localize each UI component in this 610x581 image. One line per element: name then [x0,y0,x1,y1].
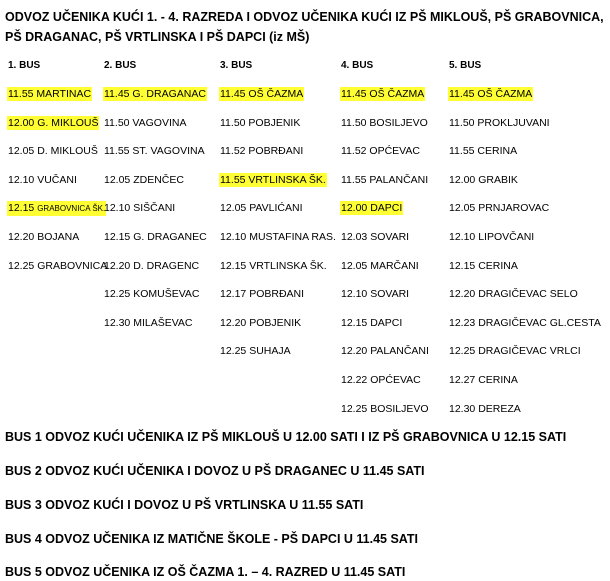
bus-3-stop: 12.05 PAVLIĆANI [220,202,303,215]
summary-bus-5: BUS 5 ODVOZ UČENIKA IZ OŠ ČAZMA 1. – 4. RAZRED U 11.45 SATI [5,565,406,579]
bus-3-stop: 11.50 POBJENIK [220,116,301,129]
bus-1-stop [7,201,106,216]
bus-5-stop: 12.10 LIPOVČANI [449,231,535,243]
summary-bus-1: BUS 1 ODVOZ KUĆI UČENIKA IZ PŠ MIKLOUŠ U 12.00 SATI I IZ PŠ GRABOVNICA U 12.15 SATI [5,430,567,444]
bus-4-stop: 12.15 DAPCI [341,316,403,329]
bus-2-stop: 12.25 KOMUŠEVAC [104,288,200,301]
bus-5-stop: 12.20 DRAGIČEVAC SELO [449,288,578,301]
bus-5-stop: 12.25 DRAGIČEVAC VRLCI [449,345,581,358]
bus-5-stop: 11.50 PROKLJUVANI [449,116,550,129]
bus-5-stop: 12.30 DEREZA [449,402,521,415]
bus-4-header: 4. BUS [341,60,374,71]
bus-1-stop: 12.20 BOJANA [8,231,80,243]
bus-4-stop: 12.10 SOVARI [341,288,410,301]
bus-5-stop: 12.23 DRAGIČEVAC GL.CESTA [449,316,601,329]
summary-bus-4: BUS 4 ODVOZ UČENIKA IZ MATIČNE ŠKOLE - PŠ DAPCI U 11.45 SATI [5,532,419,546]
bus-1-header: 1. BUS [8,60,41,71]
bus-1-stop: 12.05 D. MIKLOUŠ [8,145,98,158]
bus-2-stop: 11.50 VAGOVINA [104,116,187,129]
bus-5-stop: 12.15 CERINA [449,259,518,272]
bus-4-stop: 12.20 PALANČANI [341,345,429,358]
bus-2-stop: 12.10 SIŠČANI [104,202,176,215]
bus-3-stop: 12.20 POBJENIK [220,316,302,329]
summary-bus-2: BUS 2 ODVOZ KUĆI UČENIKA I DOVOZ U PŠ DRAGANEC U 11.45 SATI [5,464,425,478]
title-line-1: ODVOZ UČENIKA KUĆI 1. - 4. RAZREDA I ODVOZ UČENIKA KUĆI IZ PŠ MIKLOUŠ, PŠ GRABOVNICA, [5,10,604,24]
bus-1-stop: 12.25 GRABOVNICA [8,259,108,272]
bus-3-header: 3. BUS [220,60,253,71]
bus-3-stop: 11.52 POBRĐANI [220,145,304,158]
bus-1-stop: 12.10 VUČANI [8,173,77,186]
bus-5-stop: 12.27 CERINA [449,374,518,386]
bus-2-stop: 12.15 G. DRAGANEC [104,231,207,243]
bus-5-stop: 11.55 CERINA [449,145,518,158]
bus-4-stop: 12.00 DAPCI [341,202,403,215]
bus-4-stop: 12.22 OPĆEVAC [341,374,421,386]
bus-4-stop: 11.50 BOSILJEVO [341,116,428,129]
bus-3-stop: 12.10 MUSTAFINA RAS. [220,231,336,243]
stop-place: GRABOVNICA ŠK. [37,204,106,214]
bus-2-stop: 11.45 G. DRAGANAC [104,88,206,100]
summary-bus-3: BUS 3 ODVOZ KUĆI I DOVOZ U PŠ VRTLINSKA U 11.55 SATI [5,498,364,512]
bus-2-header: 2. BUS [104,60,137,71]
bus-3-stop: 12.15 VRTLINSKA ŠK. [220,259,327,272]
bus-4-stop: 12.03 SOVARI [341,231,410,243]
bus-3-stop: 11.45 OŠ ČAZMA [220,88,304,100]
bus-2-stop: 11.55 ST. VAGOVINA [104,145,205,158]
bus-4-stop: 11.45 OŠ ČAZMA [341,88,425,100]
document-title [5,7,605,47]
bus-1-stop: 11.55 MARTINAC [8,88,92,100]
bus-4-stop: 12.05 MARČANI [341,259,419,272]
bus-1-stop: 12.00 G. MIKLOUŠ [8,116,99,129]
bus-2-stop: 12.05 ZDENČEC [104,173,184,186]
bus-2-stop: 12.20 D. DRAGENC [104,259,200,272]
stop-time: 12.15 [8,202,35,215]
bus-4-stop: 11.55 PALANČANI [341,173,429,186]
bus-3-stop: 12.25 SUHAJA [220,345,291,358]
bus-4-stop: 11.52 OPĆEVAC [341,145,420,158]
bus-3-stop: 11.55 VRTLINSKA ŠK. [220,173,326,186]
bus-5-header: 5. BUS [449,60,482,71]
title-line-2: PŠ DRAGANAC, PŠ VRTLINSKA I PŠ DAPCI (iz MŠ) [5,30,310,44]
bus-5-stop: 12.00 GRABIK [449,173,518,186]
bus-5-stop: 12.05 PRNJAROVAC [449,202,550,215]
bus-4-stop: 12.25 BOSILJEVO [341,402,429,415]
bus-3-stop: 12.17 POBRĐANI [220,288,305,301]
bus-5-stop: 11.45 OŠ ČAZMA [449,88,533,100]
bus-2-stop: 12.30 MILAŠEVAC [104,316,193,329]
